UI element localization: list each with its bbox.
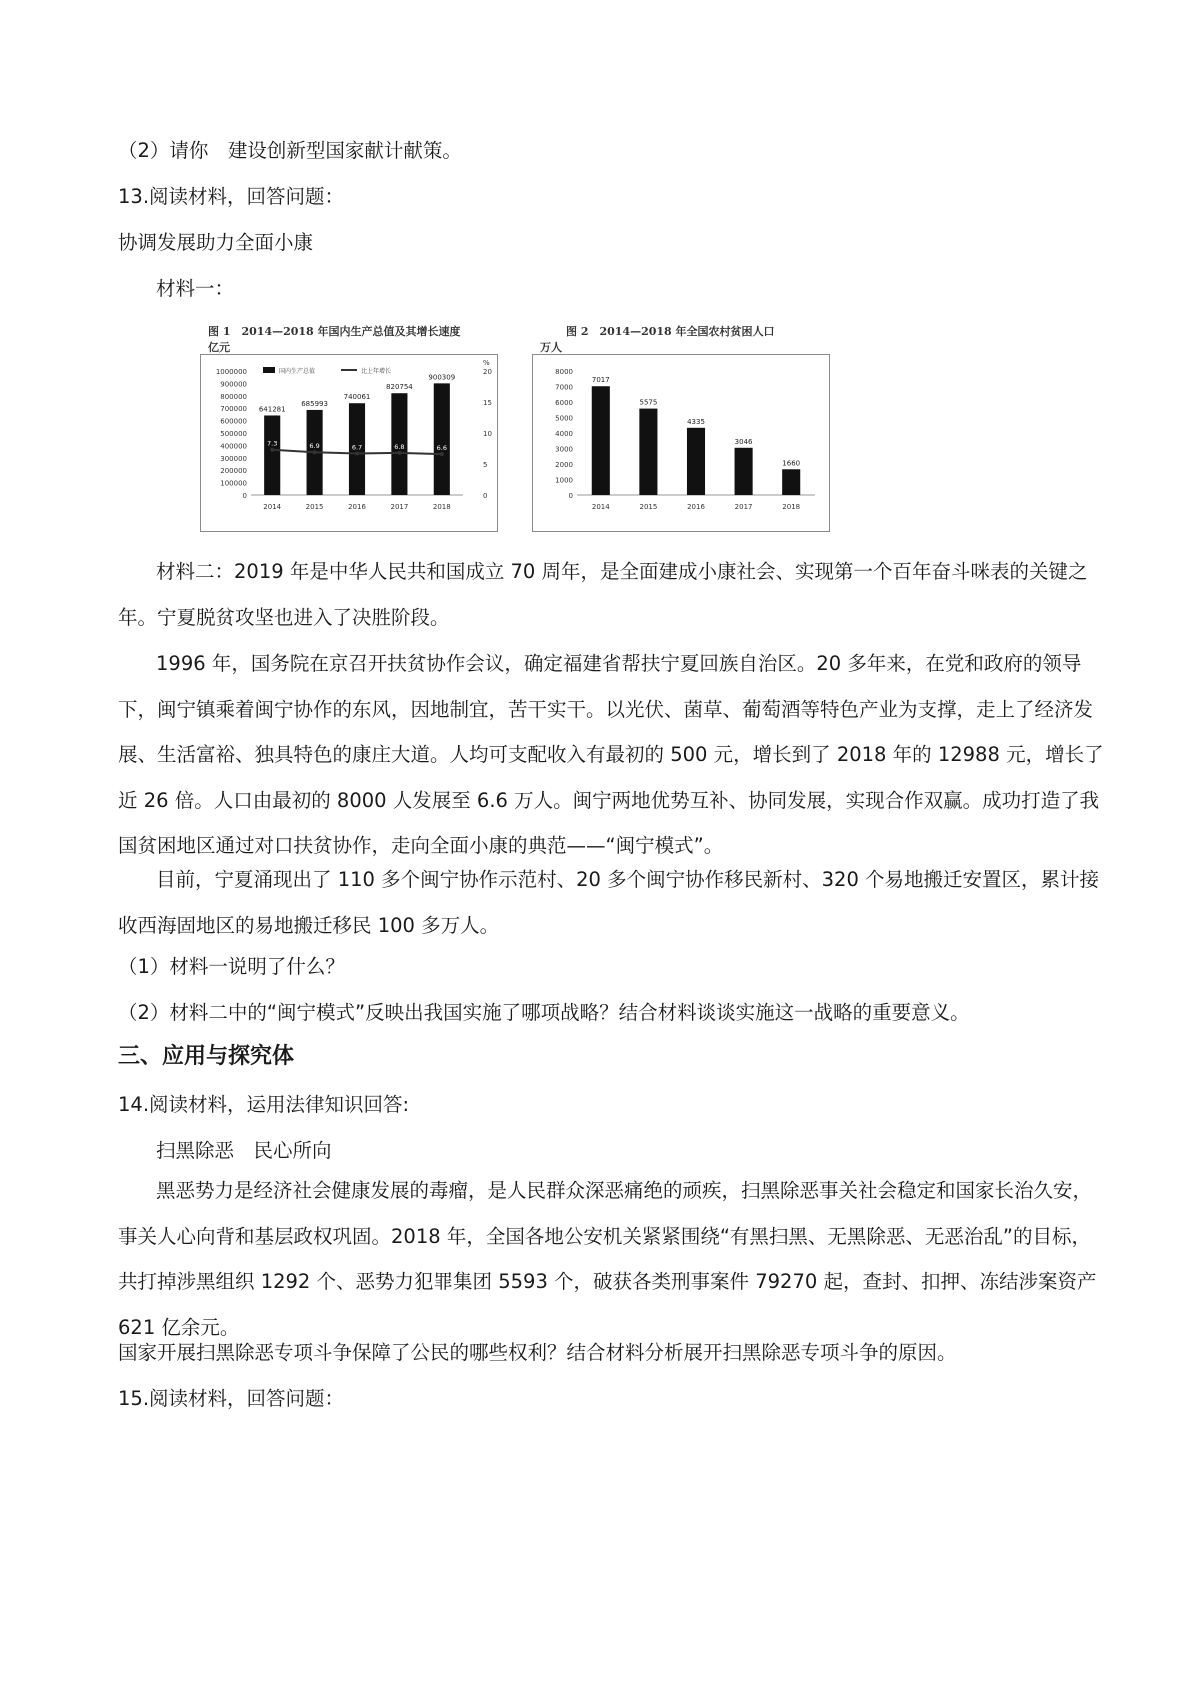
y2-tick-label: 20	[483, 368, 492, 376]
bar-value-label: 740061	[343, 393, 371, 402]
material-2-paragraph-2: 1996 年，国务院在京召开扶贫协作会议，确定福建省帮扶宁夏回族自治区。20 多年来，在党和政府的领导下，闽宁镇乘着闽宁协作的东风，因地制宜，苦干实干。以光伏、菌草、葡萄酒等特色产业为支撑，走上了经济发展、生活富裕、独具特色的康庄大道。人均可支配收入有最初的 500 元，增长到了 2018 年的 12988 元，增长了近 26 倍。人口由最初的 8000 人发展至 6.6 万人。闽宁两地优势互补、协同发展，实现合作双赢。成功打造了我国贫困地区通过对口扶贫协作，走向全面小康的典范——“闽宁模式”。	[118, 652, 1104, 857]
growth-point-2017	[397, 451, 401, 455]
y2-tick-label: 0	[483, 492, 488, 500]
bar-value-label: 641281	[258, 405, 286, 414]
material-2-paragraph-1: 材料二：2019 年是中华人民共和国成立 70 周年，是全面建成小康社会、实现第一个百年奋斗咪表的关键之年。宁夏脱贫攻坚也进入了决胜阶段。	[118, 560, 1088, 629]
y-tick-label: 1000000	[215, 368, 247, 376]
question-13-topic: 协调发展助力全面小康	[118, 231, 314, 254]
chart-2-unit: 万人	[540, 341, 562, 354]
bar-2014	[264, 415, 280, 495]
y-tick-label: 600000	[220, 417, 247, 426]
bar-2018	[434, 383, 450, 495]
bar-value-label: 3046	[734, 437, 753, 446]
y-tick-label: 900000	[220, 380, 247, 389]
bar-value-label: 7017	[591, 376, 610, 385]
legend-swatch-gdp	[263, 367, 275, 373]
x-tick-label: 2016	[348, 503, 366, 511]
y-tick-label: 0	[568, 492, 573, 500]
bar-2017	[735, 448, 753, 495]
x-tick-label: 2015	[305, 503, 324, 511]
x-tick-label: 2017	[734, 503, 753, 511]
chart-2-frame	[532, 354, 830, 532]
x-tick-label: 2018	[432, 503, 451, 511]
y-tick-label: 4000	[555, 430, 573, 438]
material-1-label: 材料一：	[156, 277, 235, 300]
y-tick-label: 500000	[220, 430, 247, 438]
section-3-heading: 三、应用与探究体	[118, 1044, 295, 1069]
chart-2-title: 图 2 2014—2018 年全国农村贫困人口	[566, 325, 775, 338]
bar-2018	[782, 469, 800, 495]
y-tick-label: 700000	[220, 405, 247, 414]
question-14-paragraph: 黑恶势力是经济社会健康发展的毒瘤，是人民群众深恶痛绝的顽疾，扫黑除恶事关社会稳定和国家长治久安，事关人心向背和基层政权巩固。2018 年，全国各地公安机关紧紧围绕“有黑扫黑、无黑除恶、无恶治乱”的目标，共打掉涉黑组织 1292 个、恶势力犯罪集团 5593 个，破获各类刑事案件 79270 起，查封、扣押、冻结涉案资产 621 亿余元。	[118, 1179, 1097, 1339]
y-tick-label: 800000	[220, 392, 247, 401]
question-13-part-2: （2）材料二中的“闽宁模式”反映出我国实施了哪项战略？结合材料谈谈实施这一战略的重要意义。	[118, 1001, 970, 1024]
growth-point-2015	[313, 450, 317, 454]
x-tick-label: 2017	[390, 503, 409, 511]
y2-axis-unit: %	[483, 359, 490, 367]
y2-tick-label: 15	[483, 399, 492, 407]
x-tick-label: 2014	[263, 503, 282, 511]
x-tick-label: 2016	[687, 503, 705, 511]
y-tick-label: 400000	[220, 442, 247, 451]
bar-2015	[639, 409, 657, 495]
x-tick-label: 2018	[782, 503, 801, 511]
bar-value-label: 4335	[687, 417, 705, 426]
growth-value-label: 6.9	[309, 442, 320, 451]
question-14-heading: 14.阅读材料，运用法律知识回答:	[118, 1093, 410, 1116]
growth-value-label: 6.6	[436, 444, 447, 453]
x-tick-label: 2015	[639, 503, 658, 511]
bar-value-label: 685993	[301, 399, 328, 408]
chart-1-frame	[200, 354, 498, 532]
y-tick-label: 8000	[555, 368, 573, 376]
chart-1-svg	[201, 355, 497, 531]
growth-value-label: 6.8	[394, 442, 405, 451]
growth-point-2016	[355, 451, 359, 455]
y-tick-label: 2000	[555, 461, 573, 469]
x-tick-label: 2014	[591, 503, 610, 511]
bar-value-label: 900309	[428, 373, 456, 382]
y-tick-label: 1000	[555, 476, 573, 485]
legend-label-growth: 比上年增长	[361, 368, 392, 375]
growth-value-label: 7.3	[267, 439, 278, 448]
growth-point-2018	[440, 452, 444, 456]
growth-value-label: 6.7	[351, 443, 363, 452]
chart-1-title: 图 1 2014—2018 年国内生产总值及其增长速度	[208, 325, 461, 338]
bar-2014	[592, 386, 610, 495]
chart-1-unit: 亿元	[208, 341, 230, 354]
bar-value-label: 1660	[782, 459, 801, 468]
y-tick-label: 300000	[220, 454, 247, 463]
y-tick-label: 100000	[220, 479, 247, 488]
y2-tick-label: 5	[483, 461, 488, 469]
y2-tick-label: 10	[483, 430, 492, 438]
question-13-heading: 13.阅读材料，回答问题：	[118, 185, 345, 208]
question-15-heading: 15.阅读材料，回答问题：	[118, 1387, 345, 1410]
question-14-question: 国家开展扫黑除恶专项斗争保障了公民的哪些权利？结合材料分析展开扫黑除恶专项斗争的原因。	[118, 1341, 957, 1364]
chart-2-svg	[533, 355, 829, 531]
y-tick-label: 5000	[555, 414, 573, 423]
question-14-topic: 扫黑除恶 民心所向	[156, 1139, 332, 1162]
material-2-paragraph-3: 目前，宁夏涌现出了 110 多个闽宁协作示范村、20 多个闽宁协作移民新村、320 个易地搬迁安置区，累计接收西海固地区的易地搬迁移民 100 多万人。	[118, 868, 1100, 937]
y-tick-label: 0	[242, 492, 247, 500]
bar-value-label: 820754	[386, 383, 413, 392]
y-tick-label: 3000	[555, 445, 573, 454]
y-tick-label: 6000	[555, 399, 573, 407]
y-tick-label: 7000	[555, 383, 573, 392]
growth-point-2014	[270, 448, 274, 452]
y-tick-label: 200000	[220, 467, 247, 476]
question-13-part-1: （1）材料一说明了什么？	[118, 955, 345, 978]
bar-value-label: 5575	[639, 398, 658, 407]
bar-2016	[687, 428, 705, 495]
question-12-part-2: （2）请你 建设创新型国家献计献策。	[118, 139, 462, 162]
legend-label-gdp: 国内生产总值	[279, 368, 316, 375]
